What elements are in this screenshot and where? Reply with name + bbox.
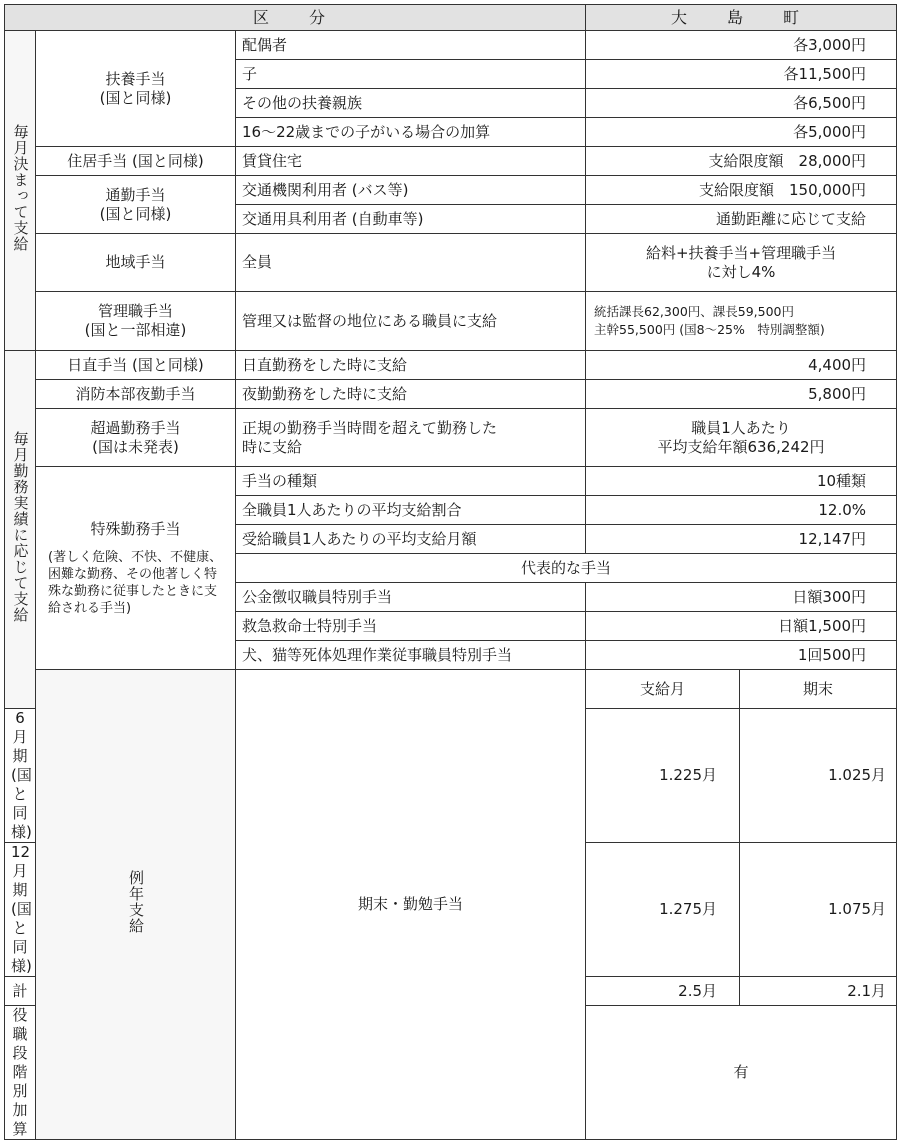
header-town: 大 島 町 bbox=[586, 5, 897, 31]
jukyo-name: 住居手当 (国と同様) bbox=[36, 147, 236, 176]
tokushu-value: 12,147円 bbox=[586, 525, 897, 554]
tokushu-example-item: 犬、猫等死体処理作業従事職員特別手当 bbox=[236, 641, 586, 670]
yakushoku-label: 役職段階別加算 bbox=[5, 1006, 36, 1140]
kanri-item: 管理又は監督の地位にある職員に支給 bbox=[236, 292, 586, 351]
table-row bbox=[5, 176, 897, 205]
bonus-row-kimatsu: 1.225月 bbox=[586, 709, 740, 843]
tokushu-name bbox=[36, 467, 236, 670]
table-row bbox=[5, 467, 897, 496]
bonus-row-kinben: 1.025月 bbox=[740, 709, 897, 843]
tokushu-item: 手当の種類 bbox=[236, 467, 586, 496]
fuyo-item: 配偶者 bbox=[236, 31, 586, 60]
kimatsu-name: 期末・勤勉手当 bbox=[236, 670, 586, 1140]
tokushu-example-value: 日額1,500円 bbox=[586, 612, 897, 641]
chiiki-item: 全員 bbox=[236, 234, 586, 292]
tokushu-value: 12.0% bbox=[586, 496, 897, 525]
tokushu-example-item: 救急救命士特別手当 bbox=[236, 612, 586, 641]
header-row bbox=[5, 5, 897, 31]
table-row bbox=[5, 292, 897, 351]
table-row bbox=[5, 409, 897, 467]
chokin-value: 職員1人あたり 平均支給年額636,242円 bbox=[586, 409, 897, 467]
tsukin-value: 支給限度額 150,000円 bbox=[586, 176, 897, 205]
bonus-row-label: 計 bbox=[5, 977, 36, 1006]
yakushoku-value: 有 bbox=[586, 1006, 897, 1140]
bonus-row-kinben: 1.075月 bbox=[740, 843, 897, 977]
table-row bbox=[5, 147, 897, 176]
tokushu-example-value: 1回500円 bbox=[586, 641, 897, 670]
chiiki-name: 地域手当 bbox=[36, 234, 236, 292]
tsukin-item: 交通機関利用者 (バス等) bbox=[236, 176, 586, 205]
table-row bbox=[5, 670, 897, 709]
table-row bbox=[5, 234, 897, 292]
allowance-table bbox=[4, 4, 897, 1140]
nicchoku-value: 4,400円 bbox=[586, 351, 897, 380]
section3-category: 例年支給 bbox=[36, 670, 236, 1140]
tokushu-example-value: 日額300円 bbox=[586, 583, 897, 612]
bonus-head-kimatsu: 期末 bbox=[740, 670, 897, 709]
shobo-item: 夜勤勤務をした時に支給 bbox=[236, 380, 586, 409]
shobo-name: 消防本部夜勤手当 bbox=[36, 380, 236, 409]
tokushu-note: (著しく危険、不快、不健康、困難な勤務、その他著しく特殊な勤務に従事したときに支給される手当) bbox=[48, 549, 223, 616]
bonus-row-kimatsu: 2.5月 bbox=[586, 977, 740, 1006]
tokushu-item: 受給職員1人あたりの平均支給月額 bbox=[236, 525, 586, 554]
nicchoku-name: 日直手当 (国と同様) bbox=[36, 351, 236, 380]
fuyo-item: 子 bbox=[236, 60, 586, 89]
tsukin-name: 通勤手当 (国と同様) bbox=[36, 176, 236, 234]
nicchoku-item: 日直勤務をした時に支給 bbox=[236, 351, 586, 380]
tokushu-value: 10種類 bbox=[586, 467, 897, 496]
tsukin-value: 通勤距離に応じて支給 bbox=[586, 205, 897, 234]
fuyo-name: 扶養手当 (国と同様) bbox=[36, 31, 236, 147]
fuyo-value: 各5,000円 bbox=[586, 118, 897, 147]
header-category: 区 分 bbox=[5, 5, 586, 31]
fuyo-value: 各6,500円 bbox=[586, 89, 897, 118]
kanri-name: 管理職手当 (国と一部相違) bbox=[36, 292, 236, 351]
chiiki-value: 給料+扶養手当+管理職手当 に対し4% bbox=[586, 234, 897, 292]
tokushu-subheader: 代表的な手当 bbox=[236, 554, 897, 583]
fuyo-value: 各3,000円 bbox=[586, 31, 897, 60]
jukyo-value: 支給限度額 28,000円 bbox=[586, 147, 897, 176]
shobo-value: 5,800円 bbox=[586, 380, 897, 409]
tokushu-example-item: 公金徴収職員特別手当 bbox=[236, 583, 586, 612]
tsukin-item: 交通用具利用者 (自動車等) bbox=[236, 205, 586, 234]
fuyo-item: 16～22歳までの子がいる場合の加算 bbox=[236, 118, 586, 147]
bonus-row-label: 12月期 (国と同様) bbox=[5, 843, 36, 977]
table-row bbox=[5, 351, 897, 380]
bonus-row-kinben: 2.1月 bbox=[740, 977, 897, 1006]
tokushu-title: 特殊勤務手当 bbox=[90, 519, 181, 538]
fuyo-item: その他の扶養親族 bbox=[236, 89, 586, 118]
chokin-name: 超過勤務手当 (国は未発表) bbox=[36, 409, 236, 467]
table-row bbox=[5, 31, 897, 60]
bonus-head-label: 支給月 bbox=[586, 670, 740, 709]
bonus-row-label: 6月期 (国と同様) bbox=[5, 709, 36, 843]
bonus-row-kimatsu: 1.275月 bbox=[586, 843, 740, 977]
tokushu-item: 全職員1人あたりの平均支給割合 bbox=[236, 496, 586, 525]
table-row bbox=[5, 380, 897, 409]
jukyo-item: 賃貸住宅 bbox=[236, 147, 586, 176]
section1-category: 毎月決まって支給 bbox=[5, 31, 36, 351]
chokin-item: 正規の勤務手当時間を超えて勤務した 時に支給 bbox=[236, 409, 586, 467]
section2-category: 毎月勤務実績に応じて支給 bbox=[5, 351, 36, 709]
fuyo-value: 各11,500円 bbox=[586, 60, 897, 89]
kanri-value: 統括課長62,300円、課長59,500円 主幹55,500円 (国8～25% 特別調整額) bbox=[586, 292, 897, 351]
